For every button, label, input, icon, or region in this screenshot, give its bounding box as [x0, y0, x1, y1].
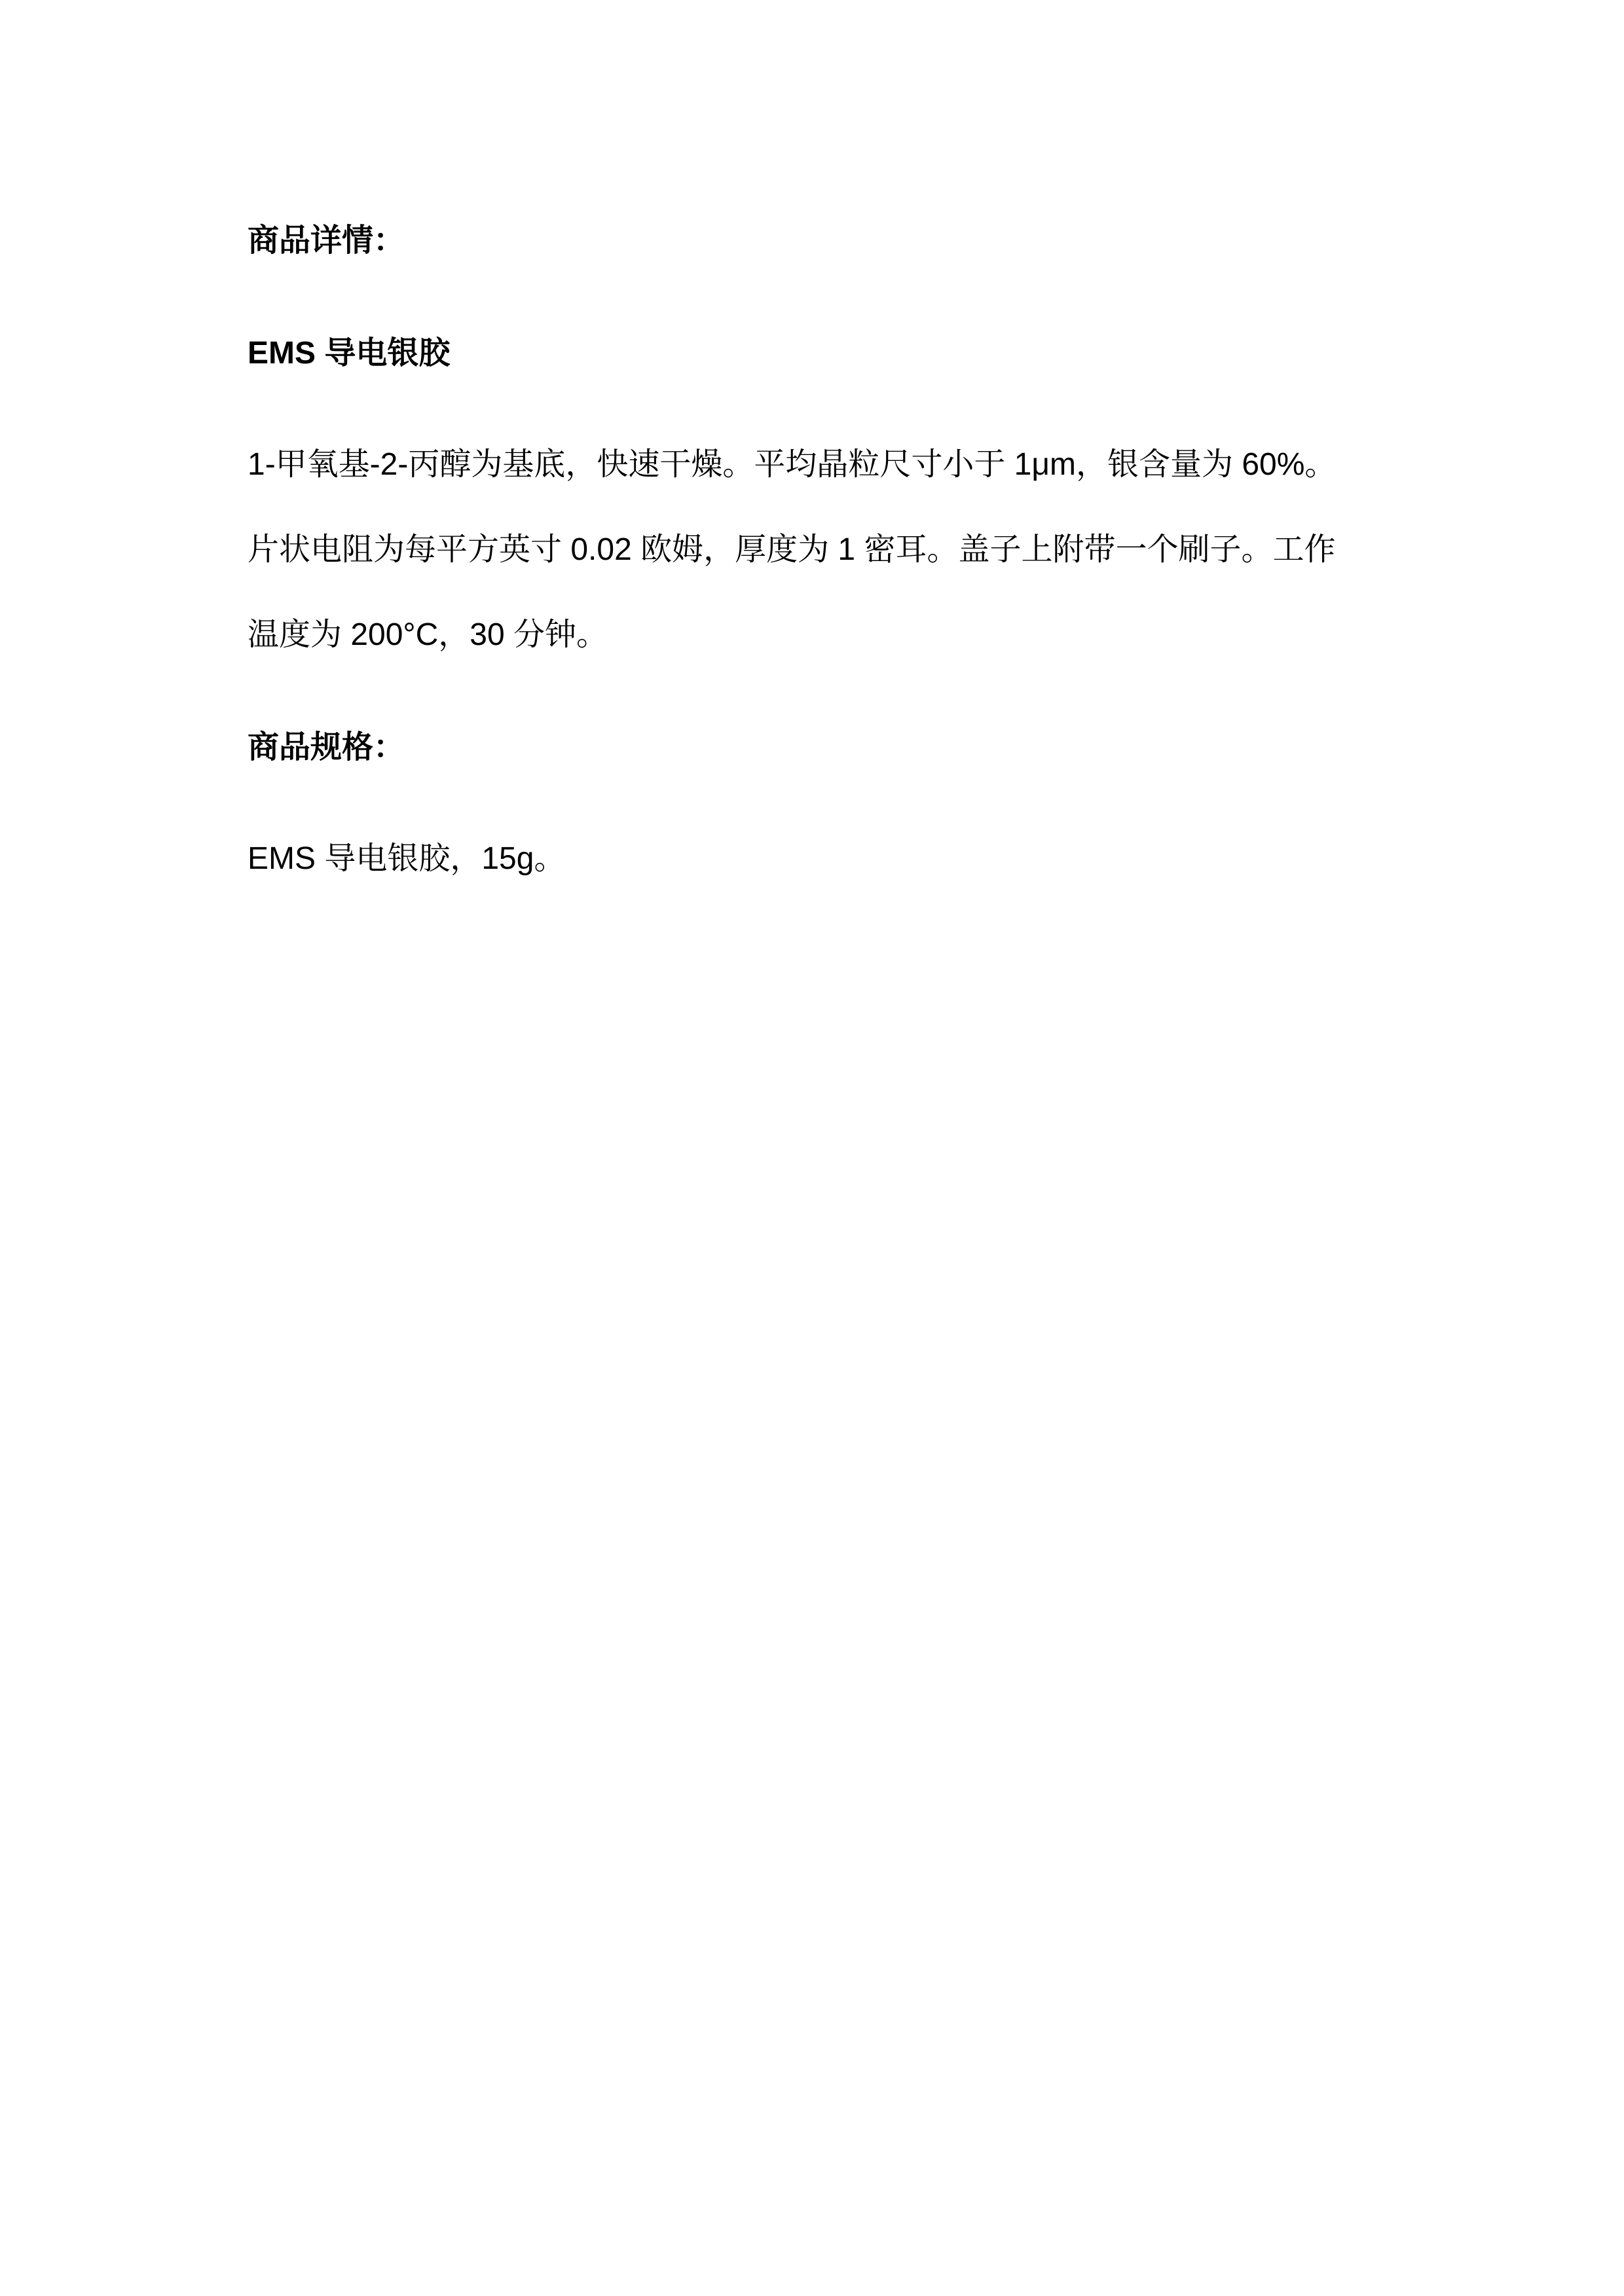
detail-heading: 商品详情：	[248, 223, 405, 258]
product-title: EMS 导电银胶	[248, 336, 451, 371]
spec-text: EMS 导电银胶，15g。	[248, 841, 566, 876]
description-line-2: 片状电阻为每平方英寸 0.02 欧姆，厚度为 1 密耳。盖子上附带一个刷子。工作	[248, 532, 1336, 567]
description-line-1: 1-甲氧基-2-丙醇为基底，快速干燥。平均晶粒尺寸小于 1μm，银含量为 60%。	[248, 447, 1337, 482]
spec-heading: 商品规格：	[248, 730, 405, 765]
description-line-3: 温度为 200°C，30 分钟。	[248, 617, 608, 652]
